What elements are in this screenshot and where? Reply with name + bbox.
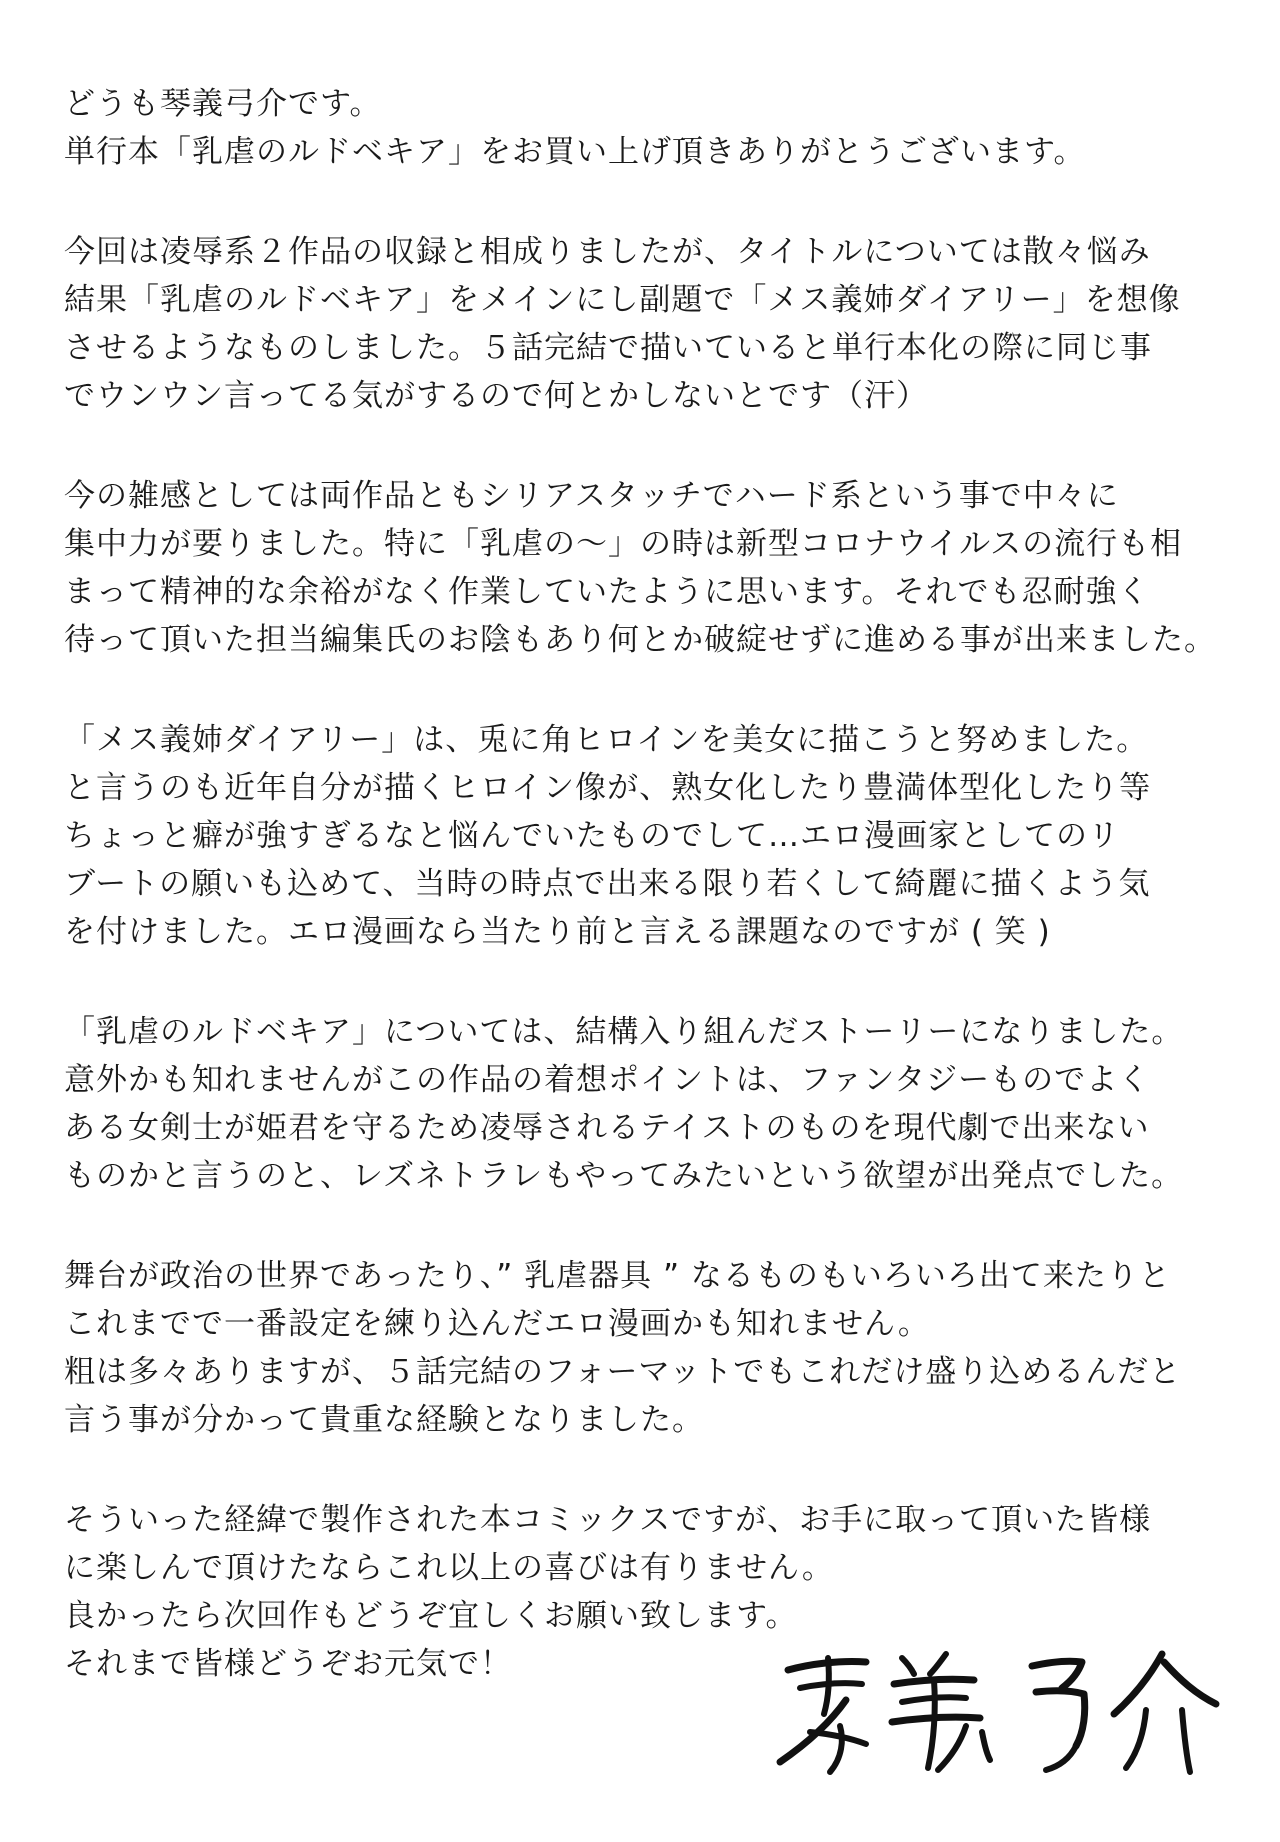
text-line: 良かったら次回作もどうぞ宜しくお願い致します。 [64,1598,798,1634]
signature-stroke [902,1658,914,1674]
signature-stroke [930,1654,946,1674]
text-line: 「メス義姉ダイアリー」は、兎に角ヒロインを美女に描こうと努めました。 [64,722,1149,758]
paragraph-rudbeckia [64,1008,1224,1200]
text-line: 粗は多々ありますが、５話完結のフォーマットでもこれだけ盛り込めるんだと [64,1354,1182,1390]
text-line: 今回は凌辱系２作品の収録と相成りましたが、タイトルについては散々悩み [64,234,1151,270]
afterword-document [64,80,1224,1740]
text-line: 結果「乳虐のルドベキア」をメインにし副題で「メス義姉ダイアリー」を想像 [64,282,1181,318]
signature-stroke [938,1726,966,1770]
signature-stroke [1164,1662,1216,1704]
paragraph-greeting [64,80,1224,176]
text-line: ものかと言うのと、レズネトラレもやってみたいという欲望が出発点でした。 [64,1158,1184,1194]
text-line: に楽しんで頂けたならこれ以上の喜びは有りません。 [64,1550,834,1586]
text-line: 今の雑感としては両作品ともシリアスタッチでハード系という事で中々に [64,478,1119,514]
text-line: ちょっと癖が強すぎるなと悩んでいたものでして…エロ漫画家としてのリ [64,818,1120,854]
signature-stroke [1114,1654,1162,1714]
text-line: どうも琴義弓介です。 [64,86,382,122]
text-line: それまで皆様どうぞお元気で！ [64,1646,512,1682]
paragraph-diary [64,716,1224,956]
text-line: 意外かも知れませんがこの作品の着想ポイントは、ファンタジーものでよく [64,1062,1151,1098]
text-line: まって精神的な余裕がなく作業していたように思います。それでも忍耐強く [64,574,1150,610]
text-line: そういった経緯で製作された本コミックスですが、お手に取って頂いた皆様 [64,1502,1152,1538]
signature-stroke [810,1732,866,1744]
text-line: でウンウン言ってる気がするので何とかしないとです（汗） [64,378,928,414]
signature-stroke [1032,1661,1082,1688]
text-line: 待って頂いた担当編集氏のお陰もあり何とか破綻せずに進める事が出来ました。 [64,622,1216,658]
text-line: ある女剣士が姫君を守るため凌辱されるテイストのものを現代劇で出来ない [64,1110,1150,1146]
text-line: 舞台が政治の世界であったり、” 乳虐器具 ” なるものもいろいろ出て来たりと [64,1258,1171,1294]
text-line: 「乳虐のルドベキア」については、結構入り組んだストーリーになりました。 [64,1014,1184,1050]
signature-stroke [1046,1746,1076,1770]
paragraph-setting [64,1252,1224,1444]
signature-stroke [928,1680,935,1768]
signature-stroke [1126,1710,1146,1768]
text-line: ブートの願いも込めて、当時の時点で出来る限り若くして綺麗に描くよう気 [64,866,1151,902]
text-line: これまでで一番設定を練り込んだエロ漫画かも知れません。 [64,1306,930,1342]
signature-stroke [982,1732,990,1760]
paragraph-title [64,228,1224,420]
paragraph-impressions [64,472,1224,664]
author-signature [770,1640,1230,1780]
text-line: と言うのも近年自分が描くヒロイン像が、熟女化したり豊満体型化したり等 [64,770,1152,806]
text-line: 単行本「乳虐のルドベキア」をお買い上げ頂きありがとうございます。 [64,134,1086,170]
signature-stroke [1036,1691,1085,1746]
text-line: 言う事が分かって貴重な経験となりました。 [64,1402,704,1438]
text-line: させるようなものしました。５話完結で描いていると単行本化の際に同じ事 [64,330,1152,366]
text-line: を付けました。エロ漫画なら当たり前と言える課題なのですが ( 笑 ) [64,914,1051,950]
text-line: 集中力が要りました。特に「乳虐の～」の時は新型コロナウイルスの流行も相 [64,526,1183,562]
signature-stroke [1182,1710,1190,1772]
signature-brush-strokes [770,1640,1230,1780]
